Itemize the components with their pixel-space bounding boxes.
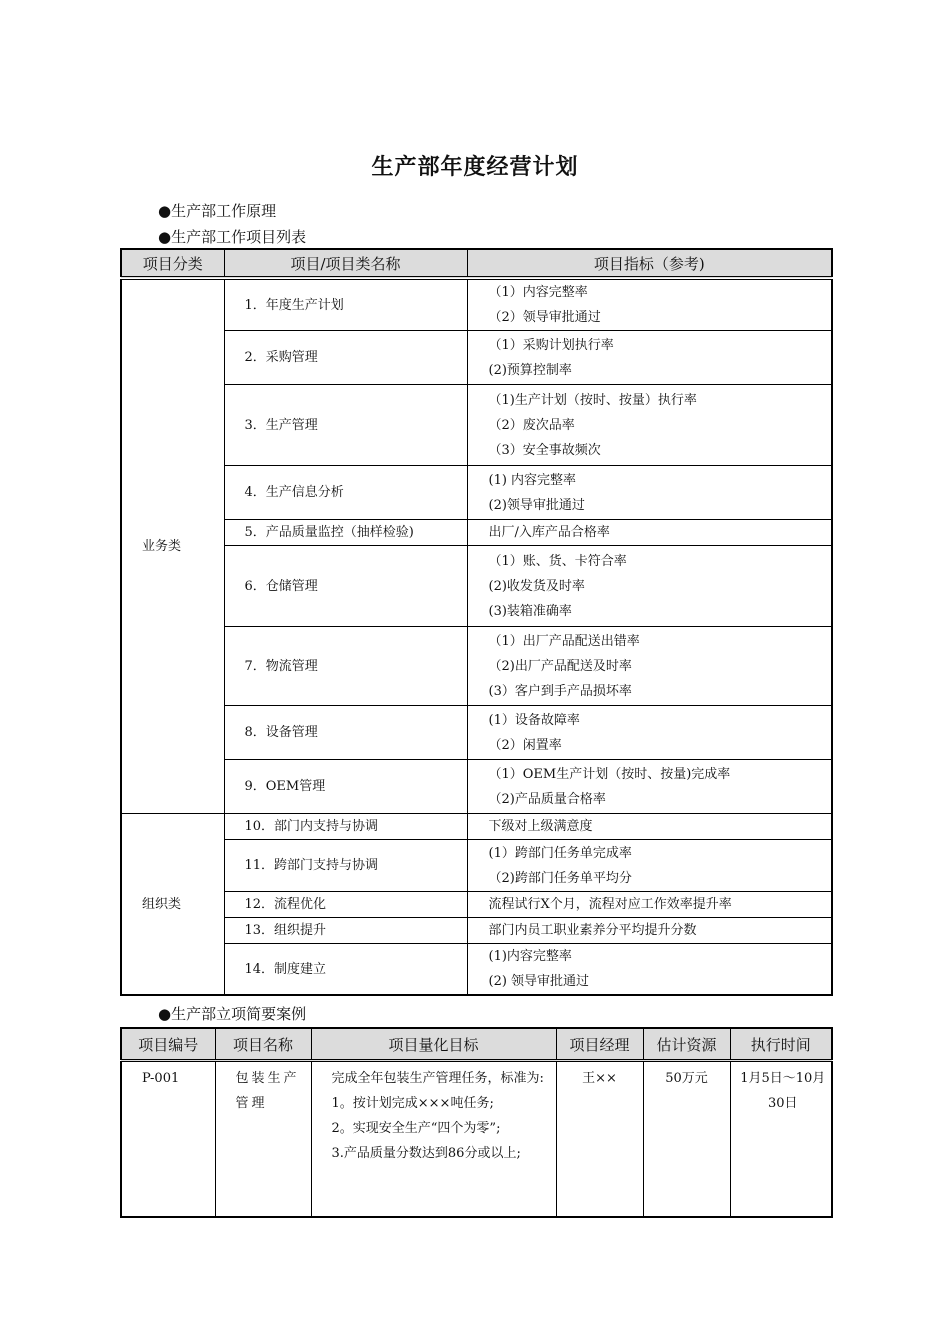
category-cell: 业务类 bbox=[121, 278, 224, 814]
indicator-cell bbox=[467, 627, 832, 706]
table-row bbox=[121, 814, 832, 840]
project-id-cell: P-001 bbox=[121, 1061, 215, 1218]
execution-time-cell: 1月5日～10月30日 bbox=[730, 1061, 832, 1218]
section-heading-project-list: ●生产部工作项目列表 bbox=[158, 228, 307, 246]
header-indicators: 项目指标（参考) bbox=[467, 249, 832, 278]
project-name-cell: 12．流程优化 bbox=[224, 892, 467, 918]
project-manager-cell: 王×× bbox=[556, 1061, 643, 1218]
indicator-cell bbox=[467, 814, 832, 840]
target-line: 2。实现安全生产“四个为零”; bbox=[331, 1121, 501, 1136]
indicator-line: （2)产品质量合格率 bbox=[488, 791, 606, 807]
table-row bbox=[121, 1061, 832, 1218]
indicator-cell bbox=[467, 706, 832, 760]
project-name-cell: 14．制度建立 bbox=[224, 944, 467, 996]
estimated-resource-cell: 50万元 bbox=[643, 1061, 730, 1218]
header-project-name: 项目名称 bbox=[215, 1028, 311, 1061]
project-name-cell: 11．跨部门支持与协调 bbox=[224, 840, 467, 892]
table-row bbox=[121, 892, 832, 918]
indicator-line: （3）安全事故频次 bbox=[488, 442, 601, 458]
table-header-row bbox=[121, 249, 832, 278]
indicator-line: 流程试行X个月，流程对应工作效率提升率 bbox=[488, 897, 732, 912]
indicator-cell bbox=[467, 760, 832, 814]
table-row bbox=[121, 627, 832, 706]
header-estimated-resource: 估计资源 bbox=[643, 1028, 730, 1061]
indicator-cell bbox=[467, 385, 832, 466]
indicator-line: 下级对上级满意度 bbox=[488, 819, 593, 834]
project-name-cell: 8．设备管理 bbox=[224, 706, 467, 760]
header-project-name: 项目/项目类名称 bbox=[224, 249, 467, 278]
project-name-cell: 3．生产管理 bbox=[224, 385, 467, 466]
indicator-line: （1）账、货、卡符合率 bbox=[488, 553, 627, 569]
indicator-line: (3)装箱准确率 bbox=[488, 603, 572, 619]
project-name-cell: 10．部门内支持与协调 bbox=[224, 814, 467, 840]
table-row bbox=[121, 944, 832, 996]
header-quantified-target: 项目量化目标 bbox=[311, 1028, 556, 1061]
indicator-cell bbox=[467, 520, 832, 546]
table-header-row bbox=[121, 1028, 832, 1061]
table-row bbox=[121, 840, 832, 892]
table-row bbox=[121, 331, 832, 385]
category-cell: 组织类 bbox=[121, 814, 224, 996]
indicator-line: (2)收发货及时率 bbox=[488, 578, 585, 594]
indicator-line: (1) 内容完整率 bbox=[488, 472, 577, 488]
project-name-cell: 5．产品质量监控（抽样检验) bbox=[224, 520, 467, 546]
indicator-line: （1)生产计划（按时、按量）执行率 bbox=[488, 392, 697, 408]
indicator-line: （2）领导审批通过 bbox=[488, 310, 601, 325]
table-row bbox=[121, 385, 832, 466]
indicator-line: (2)领导审批通过 bbox=[488, 497, 585, 513]
indicator-line: （1）出厂产品配送出错率 bbox=[488, 633, 640, 649]
indicator-cell bbox=[467, 892, 832, 918]
indicator-line: (2)预算控制率 bbox=[488, 362, 572, 378]
indicator-line: （1）内容完整率 bbox=[488, 285, 588, 300]
indicator-line: 部门内员工职业素养分平均提升分数 bbox=[488, 923, 697, 938]
header-category: 项目分类 bbox=[121, 249, 224, 278]
header-execution-time: 执行时间 bbox=[730, 1028, 832, 1061]
indicator-line: (1)内容完整率 bbox=[488, 949, 572, 964]
table-row bbox=[121, 546, 832, 627]
page-title: 生产部年度经营计划 bbox=[371, 154, 579, 180]
target-line: 完成全年包装生产管理任务，标准为: bbox=[331, 1071, 544, 1086]
indicator-cell bbox=[467, 278, 832, 331]
header-project-manager: 项目经理 bbox=[556, 1028, 643, 1061]
indicator-line: 出厂/入库产品合格率 bbox=[488, 525, 610, 540]
table-row bbox=[121, 706, 832, 760]
project-case-table bbox=[120, 1027, 833, 1218]
project-target-cell bbox=[311, 1061, 556, 1218]
indicator-line: （2）闲置率 bbox=[488, 737, 562, 753]
indicator-line: （1）采购计划执行率 bbox=[488, 337, 614, 353]
project-name-cell: 9．OEM管理 bbox=[224, 760, 467, 814]
table-row bbox=[121, 278, 832, 331]
target-line: 3.产品质量分数达到86分或以上; bbox=[331, 1146, 521, 1161]
indicator-line: (2) 领导审批通过 bbox=[488, 974, 590, 989]
table-row bbox=[121, 918, 832, 944]
indicator-cell bbox=[467, 331, 832, 385]
project-name-cell: 4．生产信息分析 bbox=[224, 466, 467, 520]
indicator-line: （2)出厂产品配送及时率 bbox=[488, 658, 632, 674]
project-name-cell: 2．采购管理 bbox=[224, 331, 467, 385]
indicator-line: (3）客户到手产品损坏率 bbox=[488, 683, 632, 699]
table-row bbox=[121, 466, 832, 520]
header-project-id: 项目编号 bbox=[121, 1028, 215, 1061]
indicator-cell bbox=[467, 944, 832, 996]
indicator-cell bbox=[467, 918, 832, 944]
indicator-cell bbox=[467, 840, 832, 892]
table-row bbox=[121, 520, 832, 546]
target-line: 1。按计划完成×××吨任务; bbox=[331, 1096, 494, 1111]
indicator-cell bbox=[467, 546, 832, 627]
section-heading-case: ●生产部立项简要案例 bbox=[158, 1005, 307, 1023]
indicator-line: （1）OEM生产计划（按时、按量)完成率 bbox=[488, 766, 731, 782]
project-list-table bbox=[120, 248, 833, 996]
project-name-cell: 6．仓储管理 bbox=[224, 546, 467, 627]
project-name-cell: 7．物流管理 bbox=[224, 627, 467, 706]
project-name-cell: 13．组织提升 bbox=[224, 918, 467, 944]
indicator-cell bbox=[467, 466, 832, 520]
table-row bbox=[121, 760, 832, 814]
project-name-cell: 1．年度生产计划 bbox=[224, 278, 467, 331]
section-heading-principle: ●生产部工作原理 bbox=[158, 202, 277, 220]
project-name-cell: 包装生产管理 bbox=[215, 1061, 311, 1218]
indicator-line: （2)跨部门任务单平均分 bbox=[488, 870, 632, 886]
indicator-line: (1）设备故障率 bbox=[488, 712, 580, 728]
indicator-line: (1）跨部门任务单完成率 bbox=[488, 845, 632, 861]
indicator-line: （2）废次品率 bbox=[488, 417, 575, 433]
